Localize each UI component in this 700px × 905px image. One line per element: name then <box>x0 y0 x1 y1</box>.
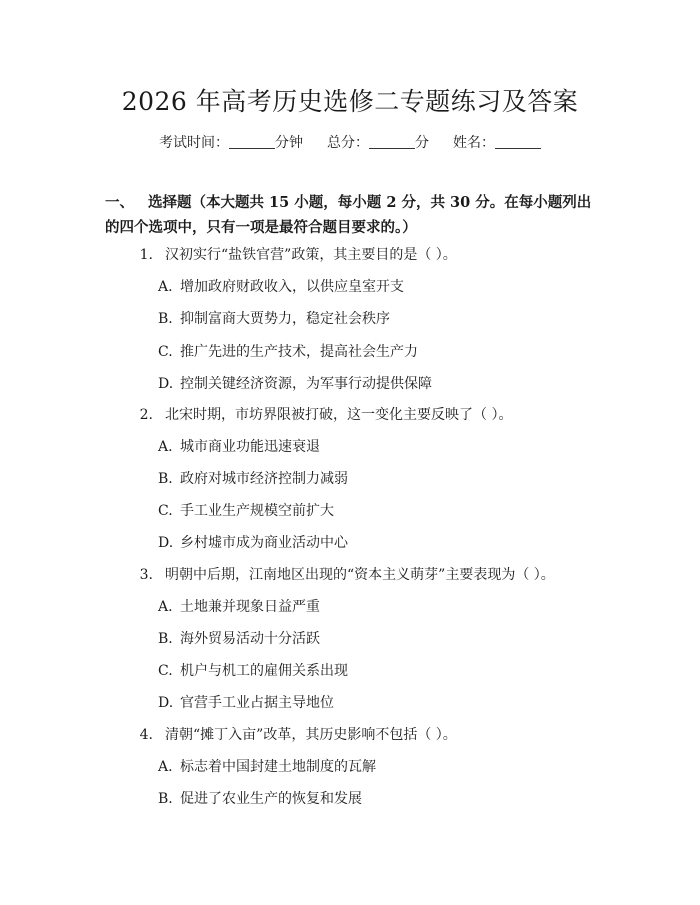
option-text: 机户与机工的雇佣关系出现 <box>180 663 348 679</box>
option-letter: D. <box>158 376 174 392</box>
student-name <box>453 132 541 152</box>
option-letter: B. <box>158 471 173 487</box>
question-number: 3. <box>139 567 153 583</box>
option-text: 官营手工业占据主导地位 <box>180 695 334 711</box>
option-text: 政府对城市经济控制力减弱 <box>180 471 348 487</box>
total-score-label: 总分： <box>327 135 369 151</box>
option-text: 推广先进的生产技术，提高社会生产力 <box>180 344 418 360</box>
question-number: 4. <box>139 727 153 743</box>
exam-info-line <box>0 132 700 152</box>
exam-time-label: 考试时间： <box>159 135 229 151</box>
option-letter: D. <box>158 695 174 711</box>
option-text: 土地兼并现象日益严重 <box>180 599 320 615</box>
q3-option-b[interactable] <box>158 628 320 648</box>
question-stem: 清朝“摊丁入亩”改革，其历史影响不包括（ ）。 <box>165 727 457 743</box>
option-letter: C. <box>158 663 173 679</box>
q1-option-b[interactable] <box>158 308 390 328</box>
student-name-blank[interactable] <box>495 134 541 149</box>
option-letter: A. <box>158 599 173 615</box>
q2-option-b[interactable] <box>158 468 348 488</box>
option-letter: C. <box>158 503 173 519</box>
option-text: 手工业生产规模空前扩大 <box>180 503 334 519</box>
q4-option-b[interactable] <box>158 788 362 808</box>
option-text: 增加政府财政收入，以供应皇室开支 <box>180 279 404 295</box>
total-score-blank[interactable] <box>369 134 415 149</box>
option-text: 抑制富商大贾势力，稳定社会秩序 <box>180 311 390 327</box>
q2-option-c[interactable] <box>158 500 334 520</box>
option-letter: B. <box>158 311 173 327</box>
q3-option-d[interactable] <box>158 692 334 712</box>
total-score <box>327 132 429 152</box>
question-stem: 明朝中后期，江南地区出现的“资本主义萌芽”主要表现为（ ）。 <box>165 567 555 583</box>
option-letter: B. <box>158 631 173 647</box>
section-heading <box>105 190 605 240</box>
section-number: 一、 <box>105 194 134 211</box>
question-2 <box>105 404 512 424</box>
question-3 <box>105 564 555 584</box>
q1-option-d[interactable] <box>158 373 432 393</box>
option-letter: D. <box>158 535 174 551</box>
option-letter: A. <box>158 279 173 295</box>
exam-time-blank[interactable] <box>229 134 275 149</box>
option-letter: A. <box>158 759 173 775</box>
option-text: 标志着中国封建土地制度的瓦解 <box>180 759 376 775</box>
q1-option-c[interactable] <box>158 341 418 361</box>
q3-option-a[interactable] <box>158 596 320 616</box>
question-4 <box>105 724 457 744</box>
exam-time <box>159 132 303 152</box>
q4-option-a[interactable] <box>158 756 376 776</box>
option-text: 乡村墟市成为商业活动中心 <box>180 535 348 551</box>
question-stem: 北宋时期，市坊界限被打破，这一变化主要反映了（ ）。 <box>165 407 513 423</box>
q2-option-d[interactable] <box>158 532 348 552</box>
option-letter: C. <box>158 344 173 360</box>
page-title: 2026 年高考历史选修二专题练习及答案 <box>121 87 579 116</box>
option-text: 促进了农业生产的恢复和发展 <box>180 791 362 807</box>
total-score-unit: 分 <box>415 135 429 151</box>
q2-option-a[interactable] <box>158 436 320 456</box>
exam-time-unit: 分钟 <box>275 135 303 151</box>
q1-option-a[interactable] <box>158 276 404 296</box>
option-letter: A. <box>158 439 173 455</box>
question-number: 2. <box>139 407 153 423</box>
q3-option-c[interactable] <box>158 660 348 680</box>
question-number: 1. <box>139 247 153 263</box>
question-1 <box>105 244 457 264</box>
section-heading-text: 选择题（本大题共 15 小题，每小题 2 分，共 30 分。在每小题列出的四个选项中，只有一项是最符合题目要求的。） <box>105 194 592 236</box>
option-letter: B. <box>158 791 173 807</box>
option-text: 控制关键经济资源，为军事行动提供保障 <box>180 376 432 392</box>
question-stem: 汉初实行“盐铁官营”政策，其主要目的是（ ）。 <box>165 247 457 263</box>
student-name-label: 姓名： <box>453 135 495 151</box>
option-text: 海外贸易活动十分活跃 <box>180 631 320 647</box>
option-text: 城市商业功能迅速衰退 <box>180 439 320 455</box>
